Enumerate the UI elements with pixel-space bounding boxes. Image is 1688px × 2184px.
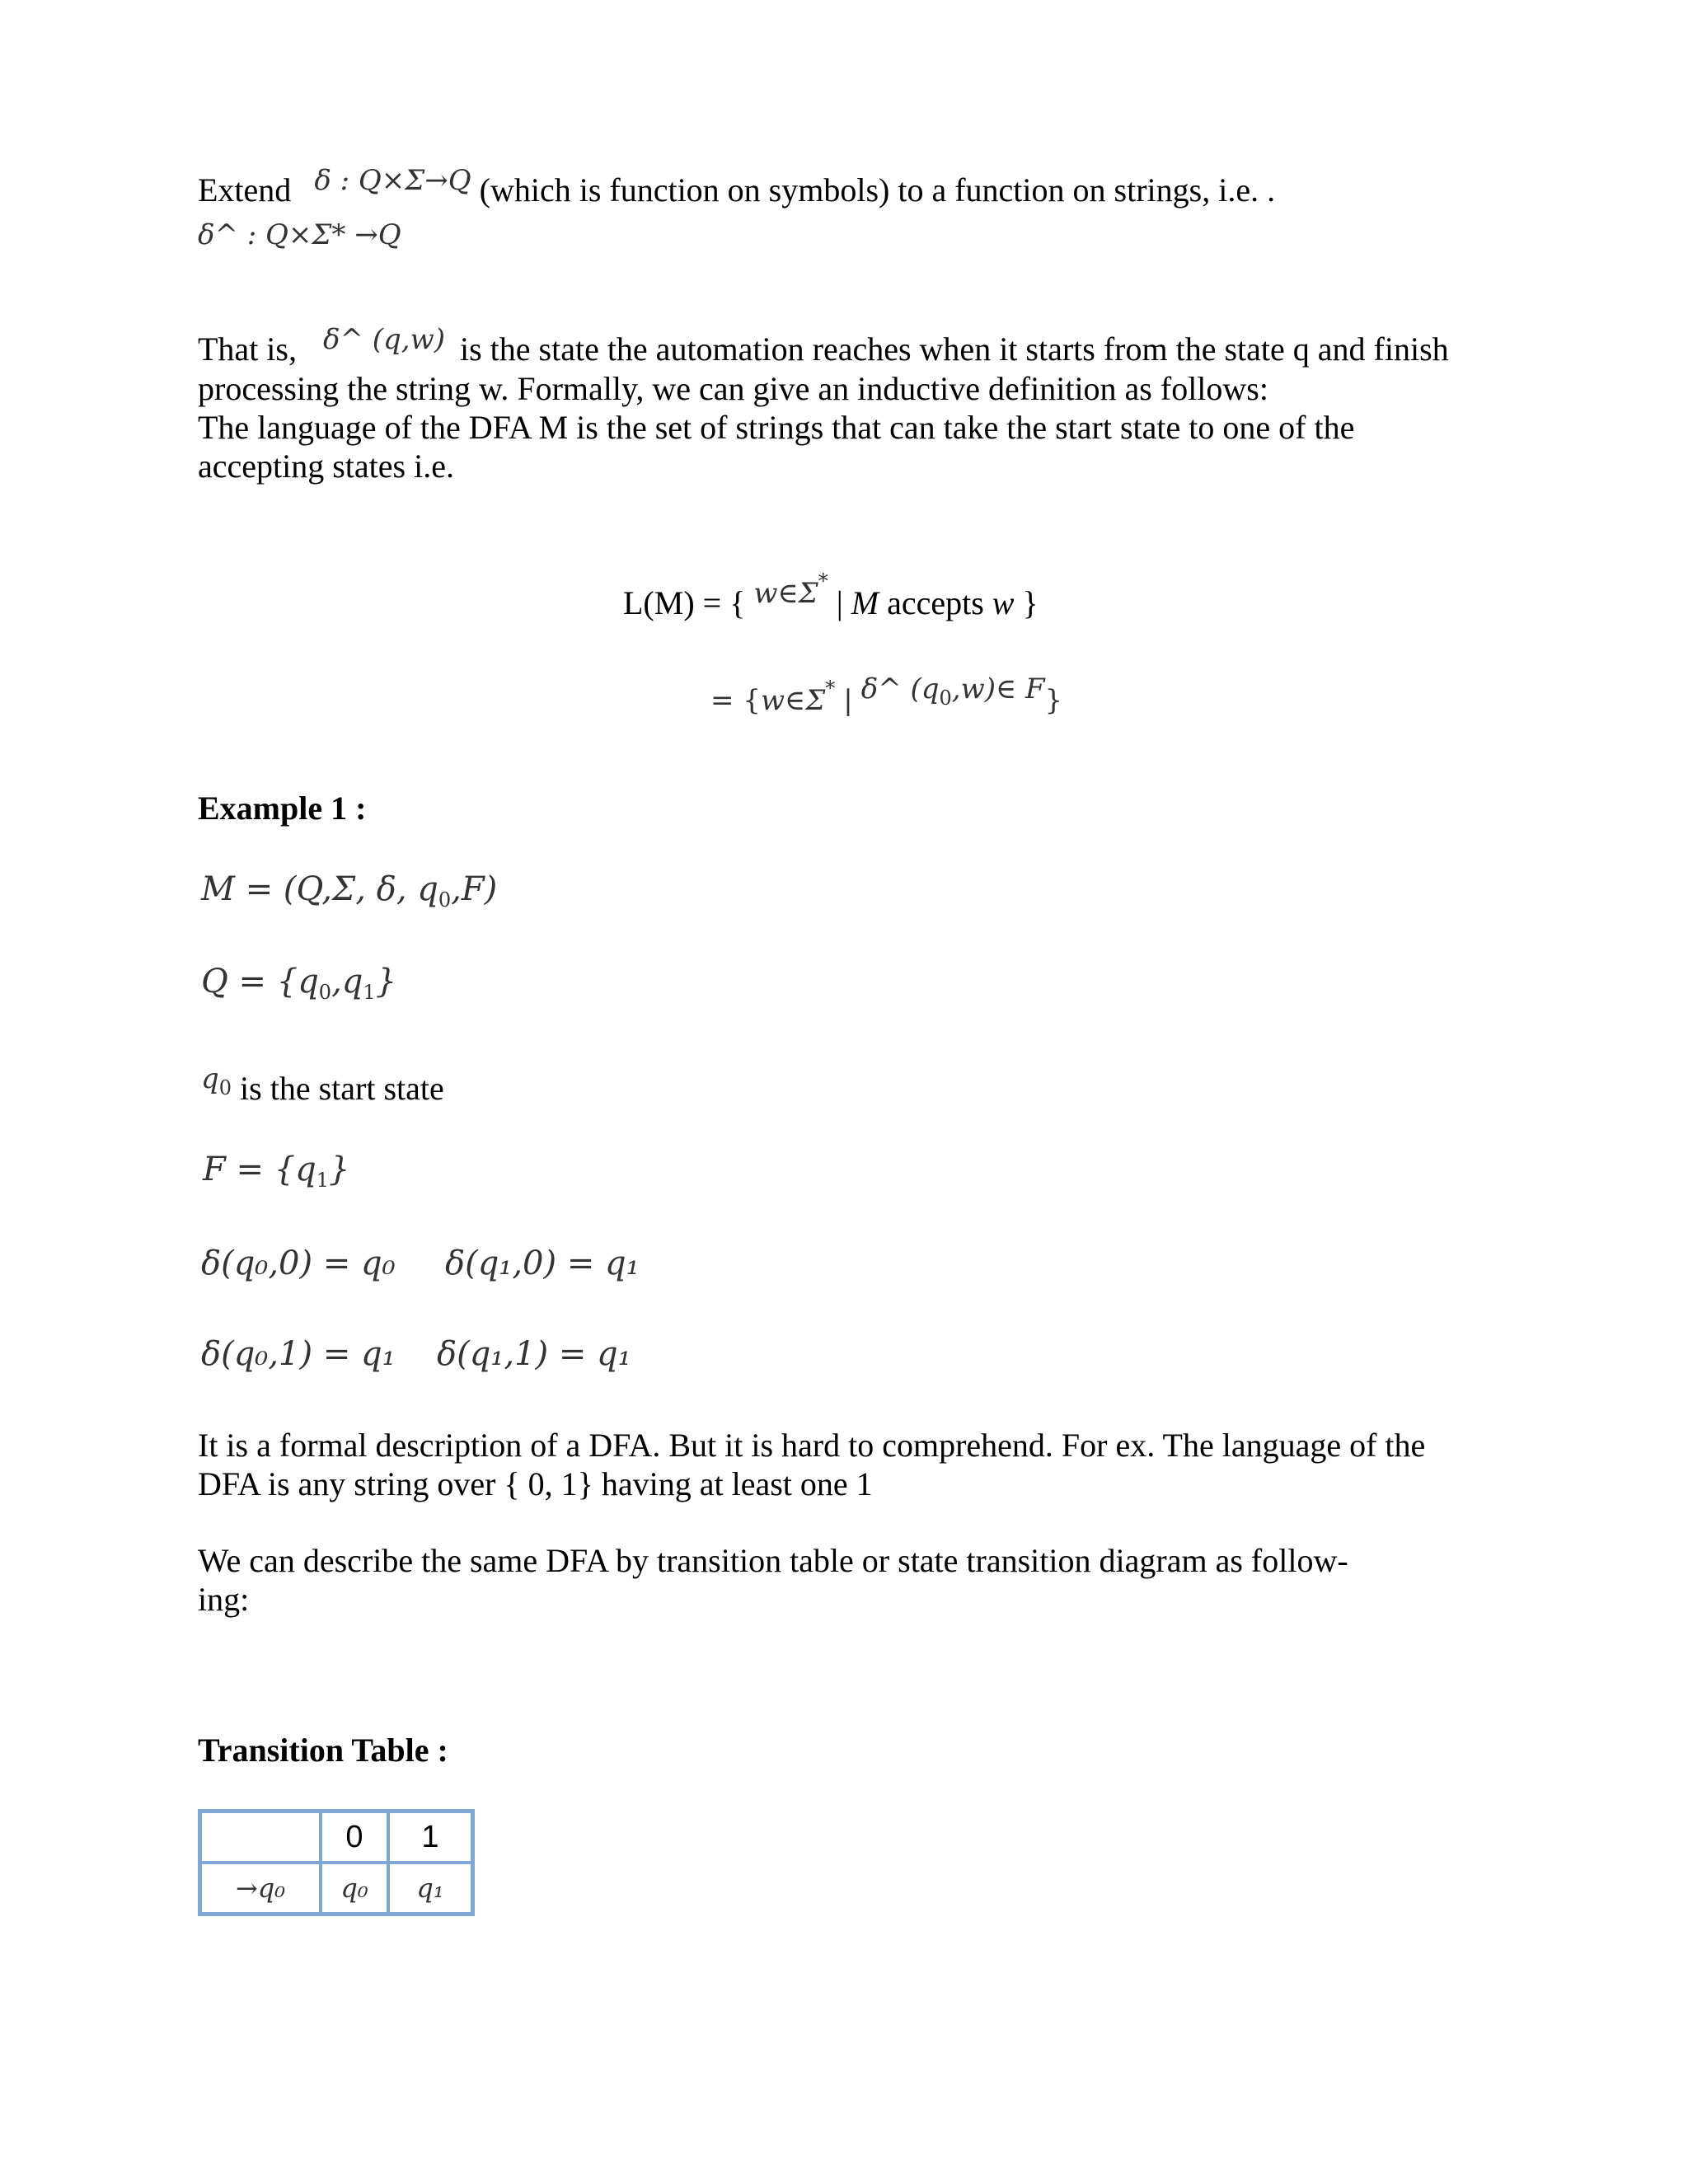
table-cell-0: q₀ (321, 1863, 388, 1914)
transition-q1-0: δ(q₁,0) = q₁ (445, 1244, 640, 1282)
table-corner-cell (200, 1811, 321, 1863)
delta-hat-signature: δ^ : Q×Σ* →Q (198, 218, 401, 251)
m-definition: M = (Q,Σ, δ, $q_0,F$) (201, 870, 498, 912)
table-cell-1: q₁ (388, 1863, 472, 1914)
line2-bar: | (843, 684, 853, 717)
description-line-1: It is a formal description of a DFA. But it is hard to comprehend. For ex. The language of the (198, 1427, 1426, 1464)
example-heading: Example 1 : (198, 790, 367, 827)
delta-signature: δ : Q×Σ→Q (314, 164, 471, 197)
line2-w-in-sigma: w∈Σ* (760, 677, 836, 717)
table-state-cell: →q₀ (200, 1863, 321, 1914)
description-line-2: DFA is any string over { 0, 1} having at least one 1 (198, 1465, 873, 1502)
transition-table (198, 1809, 475, 1916)
line2-eq: = { (710, 684, 761, 717)
w-in-sigma: w∈Σ* (753, 569, 828, 610)
line2-delta-hat-expr: δ^ (q0,w)∈ F (860, 673, 1045, 710)
start-state-text: is the start state (240, 1070, 444, 1107)
w-symbol: w (992, 584, 1015, 621)
m-symbol: M (851, 584, 879, 621)
intro-line-1 (198, 164, 1276, 212)
table-header-0: 0 (321, 1811, 388, 1863)
language-close: } (1022, 584, 1039, 621)
extend-word: Extend (198, 171, 292, 209)
f-definition: $F = \{q_1\}$ (203, 1151, 350, 1192)
q-definition: $Q = \{q_0,q_1\}$ (201, 963, 397, 1004)
that-is-line-4: accepting states i.e. (198, 448, 454, 485)
accepts-word: accepts (887, 584, 984, 621)
that-is-line-2: processing the string w. Formally, we can give an inductive definition as follows: (198, 370, 1268, 407)
language-lhs: L(M) = { (623, 584, 746, 621)
line2-close: } (1044, 684, 1063, 717)
transition-q0-1: δ(q₀,1) = q₁ (201, 1335, 396, 1373)
that-is-line-3: The language of the DFA M is the set of strings that can take the start state to one of the (198, 409, 1355, 446)
language-bar: | (836, 584, 843, 621)
transition-q0-0: δ(q₀,0) = q₀ (201, 1244, 396, 1282)
table-header-row (200, 1811, 472, 1863)
table-header-1: 1 (388, 1811, 472, 1863)
description-line-3: We can describe the same DFA by transition table or state transition diagram as follow- (198, 1542, 1348, 1579)
transition-q1-1: δ(q₁,1) = q₁ (437, 1335, 631, 1373)
description-line-4: ing: (198, 1581, 250, 1618)
intro-paren-text: (which is function on symbols) to a function on strings, i.e. . (479, 171, 1276, 209)
language-line-2 (710, 669, 1062, 729)
q0-symbol: q0 (201, 1062, 232, 1099)
that-is-lead: That is, (198, 330, 297, 368)
that-is-rest: is the state the automation reaches when it starts from the state q and finish (459, 330, 1449, 368)
transition-table-heading: Transition Table : (198, 1732, 448, 1769)
language-line-1 (623, 569, 1039, 625)
start-state-line (201, 1062, 444, 1119)
table-row (200, 1863, 472, 1914)
that-is-line-1 (198, 323, 1449, 371)
delta-hat-q-w: δ^ (q,w) (322, 323, 445, 356)
